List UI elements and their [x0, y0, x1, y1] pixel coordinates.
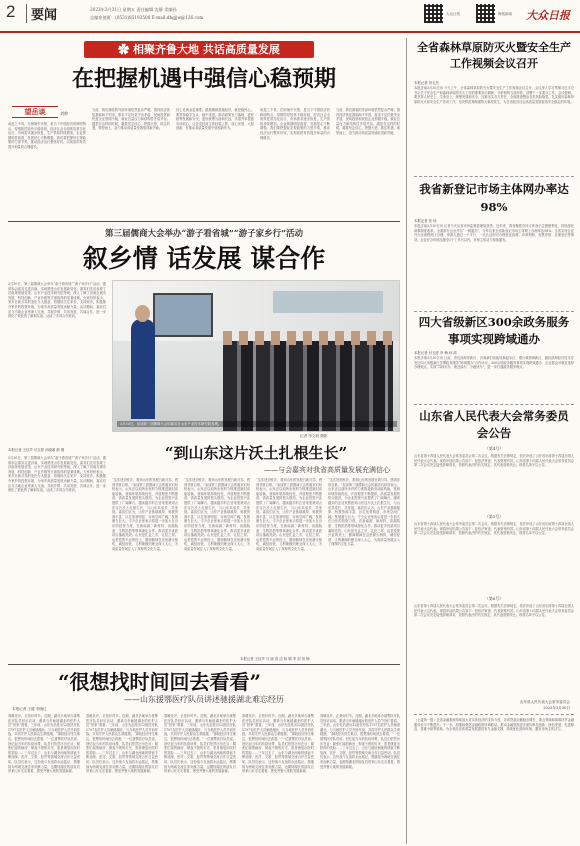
notice-text-2: 山东省第十四届人民代表大会常务委员会第二次会议，根据有关法律规定，依法补选了山东省出席第十四届全国人民代表大会代表。现将补选结果公告如下：经依法审查，代表资格有效。山东省第十四届人民代表大会常务委员会第二次会议决定接受辞职请求，依照代表法的有关规定，其代表资格终止。现将名单予以公告。 — [414, 522, 574, 536]
page-number: 2 — [6, 2, 16, 21]
photo-heads — [223, 331, 393, 345]
sub-subtitle: ——与会嘉宾对我省高质量发展充满信心 — [264, 466, 390, 474]
feature-byline: 本报记者 王佳声 付玉婷 孙晓丽 薛 刚 — [8, 448, 65, 452]
lead-col-4: 前进之不易，在困境中突围，是当下中国经济的鲜明特点。疫情防控较快平稳转段，经济社会全面恢复常态化运行，市场需求逐步恢复，生产供给持续增加，企业预期明显改善，发展信心不断增强。我们要把握好宏观政策的力度节奏，推动经济运行整体好转，实现质的有效提升和量的合理增长。 — [260, 108, 330, 140]
divider — [8, 221, 400, 222]
feature-kicker: 第三届儒商大会举办“游子看省城”“游子家乡行”活动 — [104, 229, 304, 239]
qr-caption-2: 海报新闻 — [498, 12, 512, 16]
divider — [414, 714, 574, 715]
notice-headline: 山东省人民代表大会常务委员会公告 — [419, 409, 569, 440]
notice-issue-2: （第5号） — [484, 514, 504, 519]
lead-byline: 刘帅 — [60, 111, 68, 116]
bottom-col-2: 春暖花开，正是好时节。近期，湖北多地举办援鄂医疗队员回访活动，邀请当年驰援湖北的医护人员“回家”看看。三年前，山东先后派出12批医疗队1797名医护人员驰援湖北，与当地医护人员并肩作战，共同守护人民群众生命健康。“那段经历终生难忘，很想找时间回去看看。”一位援鄂医疗队员说。回忆起当年的抗疫场景，队员们依然历历在目：紧张忙碌的病房、彻夜不熄的灯光、患者康复出院时的笑脸……三年过去了，山东与湖北两地的情谊不断加深，医疗、文旅、经贸等领域交流合作日益密切。队员们表示，这份战斗友谊将永远铭记，愿继续为两地交流往来贡献力量，也期待湖北的朋友们常来山东走走看看，感受齐鲁大地的发展新貌。 — [86, 714, 158, 774]
lead-col-3: 信心比黄金更重要。稳预期就是稳经济，就是稳民心。要坚持稳字当头、稳中求进，推动政策发力落地，更好统筹发展和安全，更好统筹当前和长远，多措并举提振市场信心，让各类经营主体轻装上阵、放心发展、大胆创新，在推动高质量发展中展现新作为。 — [176, 108, 254, 131]
photo-screen — [153, 293, 213, 337]
bottom-col-3: 春暖花开，正是好时节。近期，湖北多地举办援鄂医疗队员回访活动，邀请当年驰援湖北的医护人员“回家”看看。三年前，山东先后派出12批医疗队1797名医护人员驰援湖北，与当地医护人员并肩作战，共同守护人民群众生命健康。“那段经历终生难忘，很想找时间回去看看。”一位援鄂医疗队员说。回忆起当年的抗疫场景，队员们依然历历在目：紧张忙碌的病房、彻夜不熄的灯光、患者康复出院时的笑脸……三年过去了，山东与湖北两地的情谊不断加深，医疗、文旅、经贸等领域交流合作日益密切。队员们表示，这份战斗友谊将永远铭记，愿继续为两地交流往来贡献力量，也期待湖北的朋友们常来山东走走看看，感受齐鲁大地的发展新貌。 — [164, 714, 236, 774]
photo-exhibit — [273, 291, 383, 313]
lead-col-5: 当前，我们面临的外部环境依然复杂严峻，国内经济恢复基础尚不牢固，需求不足仍是突出矛盾，民间投资和民营企业预期不稳，就业总量压力和结构性矛盾并存。越是在这样的时候，越要坚定信心，把握大势，抓住机遇，乘势而上，奋力推动高质量发展取得新突破。 — [336, 108, 400, 135]
bottom-col-1: 春暖花开，正是好时节。近期，湖北多地举办援鄂医疗队员回访活动，邀请当年驰援湖北的医护人员“回家”看看。三年前，山东先后派出12批医疗队1797名医护人员驰援湖北，与当地医护人员并肩作战，共同守护人民群众生命健康。“那段经历终生难忘，很想找时间回去看看。”一位援鄂医疗队员说。回忆起当年的抗疫场景，队员们依然历历在目：紧张忙碌的病房、彻夜不熄的灯光、患者康复出院时的笑脸……三年过去了，山东与湖北两地的情谊不断加深，医疗、文旅、经贸等领域交流合作日益密切。队员们表示，这份战斗友谊将永远铭记，愿继续为两地交流往来贡献力量，也期待湖北的朋友们常来山东走走看看，感受齐鲁大地的发展新貌。 — [8, 714, 80, 774]
lead-headline: 在把握机遇中强信心稳预期 — [71, 66, 336, 92]
feature-photo — [112, 280, 400, 432]
date-line: 2023年3月31日 星期五 责任编辑 沈静 美编孙 — [90, 7, 177, 12]
right-article1-headline: 全省森林草原防灭火暨安全生产工作视频会议召开 — [417, 41, 571, 70]
right-article2-byline: 本报记者 张 杨 — [414, 219, 437, 223]
section-title: 要闻 — [26, 4, 57, 23]
notice-issue-3: （第6号） — [484, 596, 504, 601]
photo-credit: 记者 李文凯 摄影 — [300, 434, 328, 438]
divider — [8, 664, 400, 665]
bottom-headline: “很想找时间回去看看” — [58, 670, 262, 694]
banner-text: 相聚齐鲁大地 共话高质量发展 — [133, 43, 280, 56]
bottom-col-5: 春暖花开，正是好时节。近期，湖北多地举办援鄂医疗队员回访活动，邀请当年驰援湖北的医护人员“回家”看看。三年前，山东先后派出12批医疗队1797名医护人员驰援湖北，与当地医护人员并肩作战，共同守护人民群众生命健康。“那段经历终生难忘，很想找时间回去看看。”一位援鄂医疗队员说。回忆起当年的抗疫场景，队员们依然历历在目：紧张忙碌的病房、彻夜不熄的灯光、患者康复出院时的笑脸……三年过去了，山东与湖北两地的情谊不断加深，医疗、文旅、经贸等领域交流合作日益密切。队员们表示，这份战斗友谊将永远铭记，愿继续为两地交流往来贡献力量，也期待湖北的朋友们常来山东走走看看，感受齐鲁大地的发展新貌。 — [320, 714, 400, 769]
sub-col-1: “这次回到家乡，看到山东的发展日新月异，感到非常自豪。”参加第三届儒商大会的嘉宾们纷纷表示，山东正以前所未有的力度推进新旧动能转换，营商环境持续优化，开放程度不断提高，高质量发展的势头强劲，为企业投资兴业提供了广阔舞台。越来越多的企业家愿意到山东这片沃土扎根生长，与山东共成长、共发展。嘉宾们认为，山东产业基础雄厚、科教资源丰富、区位优势明显、市场空间广阔，发展潜力巨大。不少企业家表示将进一步加大在山东的投资力度，在新能源、新材料、高端装备、生物医药等领域深化合作，推动更多优质项目落地见效。山东是孔孟之乡、礼仪之邦，也是投资兴业的热土，儒商精神在这里薪火相传，诚信经营、义利兼顾的理念深入人心，为高质量发展注入了深厚的文化力量。 — [112, 478, 178, 551]
theme-banner — [84, 41, 314, 58]
lead-col-2: 当前，我们面临的外部环境依然复杂严峻，国内经济恢复基础尚不牢固，需求不足仍是突出矛盾，民间投资和民营企业预期不稳，就业总量压力和结构性矛盾并存。越是在这样的时候，越要坚定信心，把握大势，抓住机遇，乘势而上，奋力推动高质量发展取得新突破。 — [92, 108, 170, 131]
right-article2-text: 本报济南3月30日讯 记者今天从省市场监督管理局获悉，近年来，我省聚焦市场主体登记注册便利化，持续深化商事制度改革，全面推行企业开办“一网通办”，今年以来全省新登记市场主体网上办理率达98%。全省实现企业开办全流程网上办理，申请人通过一个平台、一次认证即可办理营业执照、印章刻制、发票申领、社保登记等事项，企业开办时间压缩至1个工作日以内，市场主体活力持续激发。 — [414, 224, 574, 242]
right-article3-headline: 四大省级新区300余政务服务事项实现跨域通办 — [418, 315, 570, 346]
divider — [414, 311, 574, 312]
photo-presenter — [131, 319, 155, 419]
contact-line: 总编室值班：(0531)85193500 E-mail:dbgjjw@126.com — [90, 15, 204, 20]
caption-text: 3月30日，参加第三届儒商大会的嘉宾在山东产业技术研究院参观。 — [120, 422, 222, 426]
lead-col-1: 前进之不易，在困境中突围，是当下中国经济的鲜明特点。疫情防控较快平稳转段，经济社会全面恢复常态化运行，市场需求逐步恢复，生产供给持续增加，企业预期明显改善，发展信心不断增强。我们要把握好宏观政策的力度节奏，推动经济运行整体好转，实现质的有效提升和量的合理增长。 — [8, 122, 86, 149]
feature-headline: 叙乡情 话发展 谋合作 — [82, 244, 326, 273]
column-label: 望岳谈 — [12, 106, 58, 118]
notice-date: 2023年3月30日 — [543, 706, 570, 710]
brief-text: （上接第一版）全省金融系统持续加大对实体经济的支持力度，各项贷款余额稳步增长，重点领域和薄弱环节金融服务水平不断提升。下一步，将继续强化金融政策协调联动，推动金融资源更多流向科技创新、绿色发展、先进制造、普惠小微等领域，为全省经济高质量发展提供有力金融支撑，持续优化营商环境，激发市场主体活力。 — [414, 718, 574, 732]
right-article3-byline: 本报记者 付玉婷 李 梅 孙 鸿 — [414, 351, 457, 355]
notice-issue-1: （第4号） — [484, 446, 504, 451]
banner-star-icon: ✿ — [118, 43, 133, 56]
notice-text-3: 山东省第十四届人民代表大会常务委员会第二次会议，根据有关法律规定，依法补选了山东省出席第十四届全国人民代表大会代表。现将补选结果公告如下：经依法审查，代表资格有效。山东省第十四届人民代表大会常务委员会第二次会议决定接受辞职请求，依照代表法的有关规定，其代表资格终止。现将名单予以公告。 — [414, 604, 574, 618]
masthead-logo: 大众日报 — [526, 9, 570, 22]
sub-col-3: “这次回到家乡，看到山东的发展日新月异，感到非常自豪。”参加第三届儒商大会的嘉宾们纷纷表示，山东正以前所未有的力度推进新旧动能转换，营商环境持续优化，开放程度不断提高，高质量发展的势头强劲，为企业投资兴业提供了广阔舞台。越来越多的企业家愿意到山东这片沃土扎根生长，与山东共成长、共发展。嘉宾们认为，山东产业基础雄厚、科教资源丰富、区位优势明显、市场空间广阔，发展潜力巨大。不少企业家表示将进一步加大在山东的投资力度，在新能源、新材料、高端装备、生物医药等领域深化合作，推动更多优质项目落地见效。山东是孔孟之乡、礼仪之邦，也是投资兴业的热土，儒商精神在这里薪火相传，诚信经营、义利兼顾的理念深入人心，为高质量发展注入了深厚的文化力量。 — [256, 478, 322, 551]
qr-caption-1: 大众日报 — [446, 12, 460, 16]
right-article1-text: 本报济南3月30日讯 今天上午，全省森林草原防灭火暨安全生产工作视频会议召开。会议深入学习贯彻习近平总书记关于安全生产和森林草原防灭火工作的重要指示精神，分析研判当前形势，部署下一步重点工作。会议强调，要坚持人民至上、生命至上，统筹发展和安全，压紧压实各方责任，全面排查整治各类风险隐患，扎实做好森林草原防灭火和安全生产各项工作，坚决防范遏制重特大事故发生，为全省经济社会高质量发展营造安全稳定的环境。 — [414, 86, 574, 104]
photo-group — [223, 341, 393, 432]
column-divider — [406, 38, 407, 844]
photo-presenter-head — [135, 305, 150, 322]
feature-text: 3月30日，第三届儒商大会举办“游子看省城”“游子家乡行”活动，邀请参会嘉宾走进济南，实地感受山东发展新变化。嘉宾们先后参观了济南规划展览馆、山东产业技术研究院等地，深入了解了济南在城市发展、科技创新、产业升级等方面取得的显著成就。大家纷纷表示，家乡日新月异的变化令人振奋，将继续关注家乡、支持家乡，积极推介家乡的投资环境，为家乡高质量发展贡献力量。活动期间，嘉宾们还与当地企业家深入交流，共叙乡情、共话发展、共谋合作，进一步深化了彼此的了解和友谊，达成了多项合作意向。 — [8, 282, 106, 319]
sub-byline: 本报记者 王佳声 马 晓 高 洁 杨 晴 李 剑 刘 畅 — [240, 657, 310, 661]
notice-text-1: 山东省第十四届人民代表大会常务委员会第二次会议，根据有关法律规定，依法补选了山东省出席第十四届全国人民代表大会代表。现将补选结果公告如下：经依法审查，代表资格有效。山东省第十四届人民代表大会常务委员会第二次会议决定接受辞职请求，依照代表法的有关规定，其代表资格终止。现将名单予以公告。 — [414, 454, 574, 468]
bottom-col-4: 春暖花开，正是好时节。近期，湖北多地举办援鄂医疗队员回访活动，邀请当年驰援湖北的医护人员“回家”看看。三年前，山东先后派出12批医疗队1797名医护人员驰援湖北，与当地医护人员并肩作战，共同守护人民群众生命健康。“那段经历终生难忘，很想找时间回去看看。”一位援鄂医疗队员说。回忆起当年的抗疫场景，队员们依然历历在目：紧张忙碌的病房、彻夜不熄的灯光、患者康复出院时的笑脸……三年过去了，山东与湖北两地的情谊不断加深，医疗、文旅、经贸等领域交流合作日益密切。队员们表示，这份战斗友谊将永远铭记，愿继续为两地交流往来贡献力量，也期待湖北的朋友们常来山东走走看看，感受齐鲁大地的发展新貌。 — [242, 714, 314, 774]
notice-issuer: 山东省人民代表大会常务委员会 — [519, 700, 570, 704]
page-header — [0, 0, 580, 33]
sub-col-2: “这次回到家乡，看到山东的发展日新月异，感到非常自豪。”参加第三届儒商大会的嘉宾们纷纷表示，山东正以前所未有的力度推进新旧动能转换，营商环境持续优化，开放程度不断提高，高质量发展的势头强劲，为企业投资兴业提供了广阔舞台。越来越多的企业家愿意到山东这片沃土扎根生长，与山东共成长、共发展。嘉宾们认为，山东产业基础雄厚、科教资源丰富、区位优势明显、市场空间广阔，发展潜力巨大。不少企业家表示将进一步加大在山东的投资力度，在新能源、新材料、高端装备、生物医药等领域深化合作，推动更多优质项目落地见效。山东是孔孟之乡、礼仪之邦，也是投资兴业的热土，儒商精神在这里薪火相传，诚信经营、义利兼顾的理念深入人心，为高质量发展注入了深厚的文化力量。 — [184, 478, 250, 551]
divider — [414, 404, 574, 405]
bottom-byline: 本报记者 王健 李晓红 — [12, 707, 47, 711]
qr-code-1 — [424, 4, 443, 23]
right-article3-text: 本报济南3月30日讯 日前，青岛西海岸新区、济南新旧动能转换起步区、烟台黄渤海新区、潍坊滨海经济技术开发区四大省级新区签署政务服务“跨域通办”合作协议，300余项政务服务事项实现跨域通办，企业群众可就近选择办理地点，实现“异地可办、就近能办、少跑快办”，进一步打通政务服务堵点。 — [414, 356, 574, 370]
right-article2-headline: 我省新登记市场主体网办率达98% — [419, 182, 569, 214]
right-article1-byline: 本报记者 刘玉杰 — [414, 81, 439, 85]
bottom-subtitle: ——山东援鄂医疗队员讲述驰援湖北难忘经历 — [124, 695, 284, 704]
qr-code-2 — [476, 4, 495, 23]
divider — [414, 176, 574, 177]
sub-headline: “到山东这片沃土扎根生长” — [164, 444, 348, 462]
sub-col-4: “这次回到家乡，看到山东的发展日新月异，感到非常自豪。”参加第三届儒商大会的嘉宾们纷纷表示，山东正以前所未有的力度推进新旧动能转换，营商环境持续优化，开放程度不断提高，高质量发展的势头强劲，为企业投资兴业提供了广阔舞台。越来越多的企业家愿意到山东这片沃土扎根生长，与山东共成长、共发展。嘉宾们认为，山东产业基础雄厚、科教资源丰富、区位优势明显、市场空间广阔，发展潜力巨大。不少企业家表示将进一步加大在山东的投资力度，在新能源、新材料、高端装备、生物医药等领域深化合作，推动更多优质项目落地见效。山东是孔孟之乡、礼仪之邦，也是投资兴业的热土，儒商精神在这里薪火相传，诚信经营、义利兼顾的理念深入人心，为高质量发展注入了深厚的文化力量。 — [328, 478, 400, 547]
photo-caption — [117, 421, 397, 427]
feature-text-2: 3月30日，第三届儒商大会举办“游子看省城”“游子家乡行”活动，邀请参会嘉宾走进济南，实地感受山东发展新变化。嘉宾们先后参观了济南规划展览馆、山东产业技术研究院等地，深入了解了济南在城市发展、科技创新、产业升级等方面取得的显著成就。大家纷纷表示，家乡日新月异的变化令人振奋，将继续关注家乡、支持家乡，积极推介家乡的投资环境，为家乡高质量发展贡献力量。活动期间，嘉宾们还与当地企业家深入交流，共叙乡情、共话发展、共谋合作，进一步深化了彼此的了解和友谊，达成了多项合作意向。 — [8, 456, 106, 493]
